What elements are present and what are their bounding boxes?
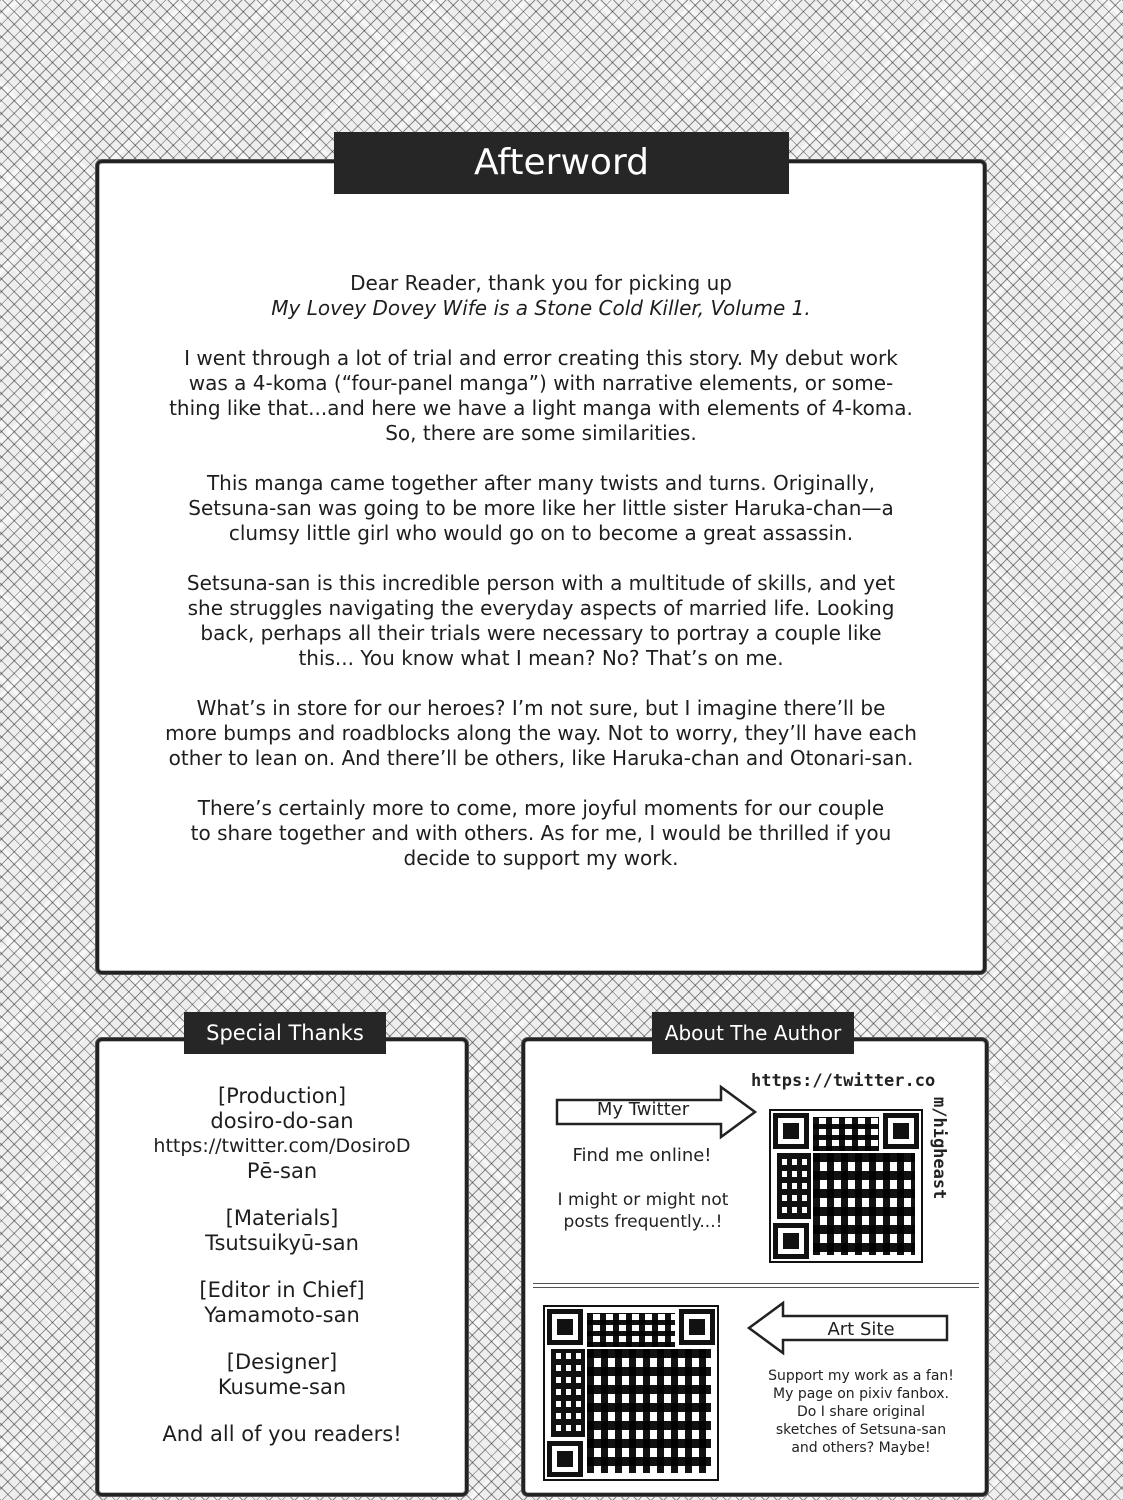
book-title: My Lovey Dovey Wife is a Stone Cold Killer, Volume 1. <box>271 296 811 320</box>
twitter-url[interactable]: https://twitter.co <box>751 1071 936 1091</box>
afterword-paragraph-1: Dear Reader, thank you for picking up My Lovey Dovey Wife is a Stone Cold Killer, Volume 1. <box>271 271 811 320</box>
twitter-find-me: Find me online! <box>572 1145 712 1166</box>
afterword-paragraph-3: This manga came together after many twists and turns. Originally, Setsuna-san was going to be more like her little sister Haruka-chan—a clumsy little girl who would go on to become a great assassin. <box>188 471 894 545</box>
art-site-description: Support my work as a fan! My page on pixiv fanbox. Do I share original sketches of Setsuna-san and others? Maybe! <box>768 1368 954 1456</box>
my-twitter-label: My Twitter <box>596 1099 690 1120</box>
qr-finder-top-right <box>883 1113 919 1149</box>
thanks-materials: [Materials] Tsutsuikyū-san <box>205 1206 359 1255</box>
special-thanks-title: Special Thanks <box>184 1012 386 1054</box>
twitter-note: I might or might not posts frequently...! <box>557 1190 729 1232</box>
afterword-paragraph-4: Setsuna-san is this incredible person with a multitude of skills, and yet she struggles navigating the everyday aspects of married life. Looking back, perhaps all their trials were necessary to portray a couple like this... You know what I mean? No? That’s on me. <box>186 571 896 670</box>
thanks-production: [Production] dosiro-do-san https://twitter.com/DosiroD Pē-san <box>99 1084 465 1184</box>
qr-finder-top-right <box>679 1309 715 1345</box>
about-author-panel <box>522 1038 988 1496</box>
thanks-readers: And all of you readers! <box>162 1422 402 1446</box>
special-thanks-panel <box>96 1038 468 1496</box>
afterword-panel <box>96 160 986 974</box>
afterword-paragraph-5: What’s in store for our heroes? I’m not sure, but I imagine there’ll be more bumps and roadblocks along the way. Not to worry, they’ll have each other to lean on. And there’ll be others, like Haruka-chan and Otonari-san. <box>165 696 917 770</box>
twitter-url-continued: m/higheast <box>929 1097 949 1200</box>
section-divider <box>533 1283 979 1288</box>
afterword-title: Afterword <box>334 132 789 194</box>
afterword-paragraph-2: I went through a lot of trial and error creating this story. My debut work was a 4-koma (“four-panel manga”) with narrative elements, or some- thing like that...and here we have a light manga with elements of 4-koma. So, there are some similarities. <box>169 346 913 445</box>
special-thanks-list <box>99 1084 465 1469</box>
thanks-editor: [Editor in Chief] Yamamoto-san <box>199 1278 365 1327</box>
afterword-paragraph-6: There’s certainly more to come, more joyful moments for our couple to share together and with others. As for me, I would be thrilled if you decide to support my work. <box>190 796 892 870</box>
dosiro-twitter-link[interactable]: https://twitter.com/DosiroD <box>153 1135 411 1157</box>
art-site-label: Art Site <box>827 1319 895 1340</box>
twitter-qr-code[interactable] <box>769 1109 923 1263</box>
qr-finder-top-left <box>547 1309 583 1345</box>
qr-finder-bottom-left <box>773 1223 809 1259</box>
afterword-body <box>99 271 983 871</box>
qr-finder-top-left <box>773 1113 809 1149</box>
thanks-designer: [Designer] Kusume-san <box>217 1350 347 1399</box>
about-author-title: About The Author <box>652 1012 854 1054</box>
qr-finder-bottom-left <box>547 1441 583 1477</box>
art-site-qr-code[interactable] <box>543 1305 719 1481</box>
